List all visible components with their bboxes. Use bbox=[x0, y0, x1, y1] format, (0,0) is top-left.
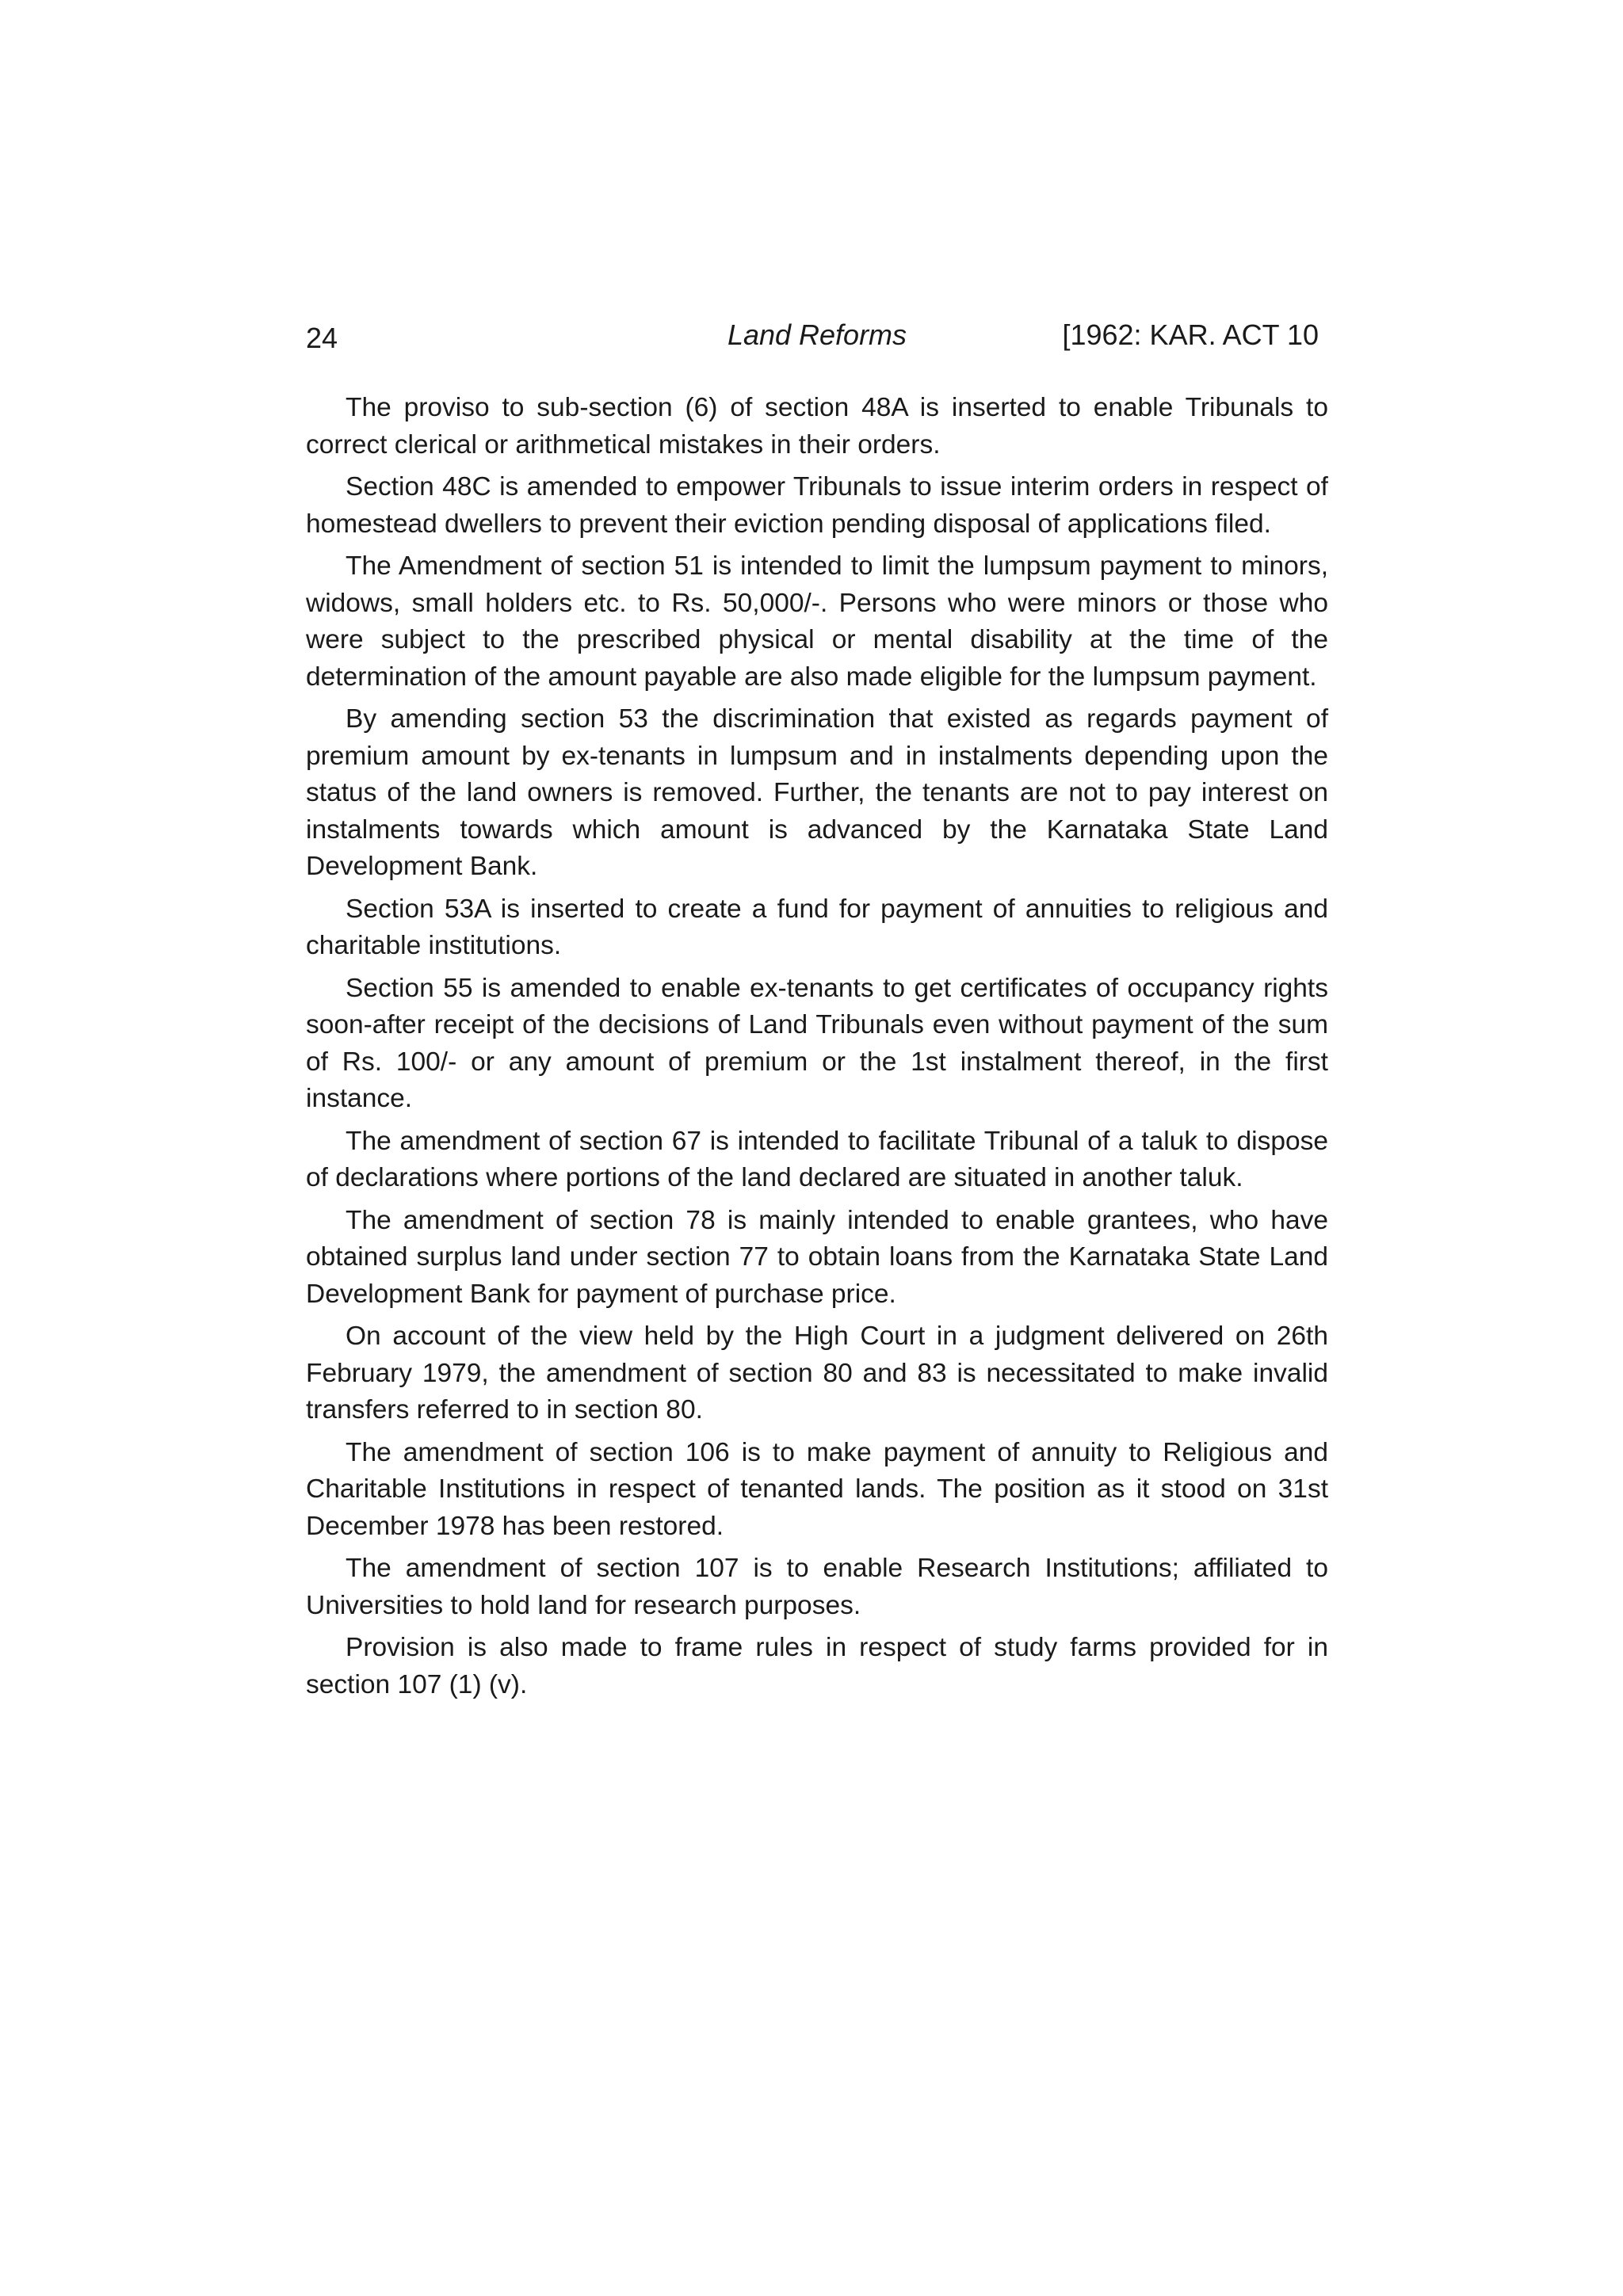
page-number: 24 bbox=[306, 322, 338, 354]
document-body bbox=[306, 390, 1328, 1709]
paragraph: The Amendment of section 51 is intended to limit the lumpsum payment to minors, widows, small holders etc. to Rs. 50,000/-. Persons who were minors or those who were subject to the prescribed physical or mental disability at the time of the determination of the amount payable are also made eligible for the lumpsum payment. bbox=[306, 551, 1328, 692]
paragraph: Section 48C is amended to empower Tribunals to issue interim orders in respect of homestead dwellers to prevent their eviction pending disposal of applications filed. bbox=[306, 472, 1328, 539]
paragraph: By amending section 53 the discrimination that existed as regards payment of premium amount by ex-tenants in lumpsum and in instalments depending upon the status of the land owners is removed. Further, the tenants are not to pay interest on instalments towards which amount is advanced by the Karnataka State Land Development Bank. bbox=[306, 704, 1328, 881]
paragraph: Section 55 is amended to enable ex-tenants to get certificates of occupancy rights soon-after receipt of the decisions of Land Tribunals even without payment of the sum of Rs. 100/- or any amount of premium or the 1st instalment thereof, in the first instance. bbox=[306, 973, 1328, 1113]
paragraph: On account of the view held by the High Court in a judgment delivered on 26th February 1979, the amendment of section 80 and 83 is necessitated to make invalid transfers referred to in section 80. bbox=[306, 1322, 1328, 1425]
paragraph: The amendment of section 107 is to enable Research Institutions; affiliated to Universities to hold land for research purposes. bbox=[306, 1554, 1328, 1620]
act-reference: [1962: KAR. ACT 10 bbox=[1062, 318, 1319, 351]
paragraph: Provision is also made to frame rules in respect of study farms provided for in section 107 (1) (v). bbox=[306, 1633, 1328, 1699]
paragraph: The amendment of section 78 is mainly intended to enable grantees, who have obtained surplus land under section 77 to obtain loans from the Karnataka State Land Development Bank for payment of purchase price. bbox=[306, 1205, 1328, 1309]
running-title: Land Reforms bbox=[727, 318, 907, 351]
paragraph: The amendment of section 67 is intended to facilitate Tribunal of a taluk to dispose of declarations where portions of the land declared are situated in another taluk. bbox=[306, 1126, 1328, 1192]
page-header bbox=[306, 315, 1328, 355]
paragraph: Section 53A is inserted to create a fund for payment of annuities to religious and charitable institutions. bbox=[306, 894, 1328, 960]
paragraph: The proviso to sub-section (6) of section 48A is inserted to enable Tribunals to correct clerical or arithmetical mistakes in their orders. bbox=[306, 393, 1328, 460]
paragraph: The amendment of section 106 is to make payment of annuity to Religious and Charitable Institutions in respect of tenanted lands. The position as it stood on 31st December 1978 has been restored. bbox=[306, 1437, 1328, 1541]
